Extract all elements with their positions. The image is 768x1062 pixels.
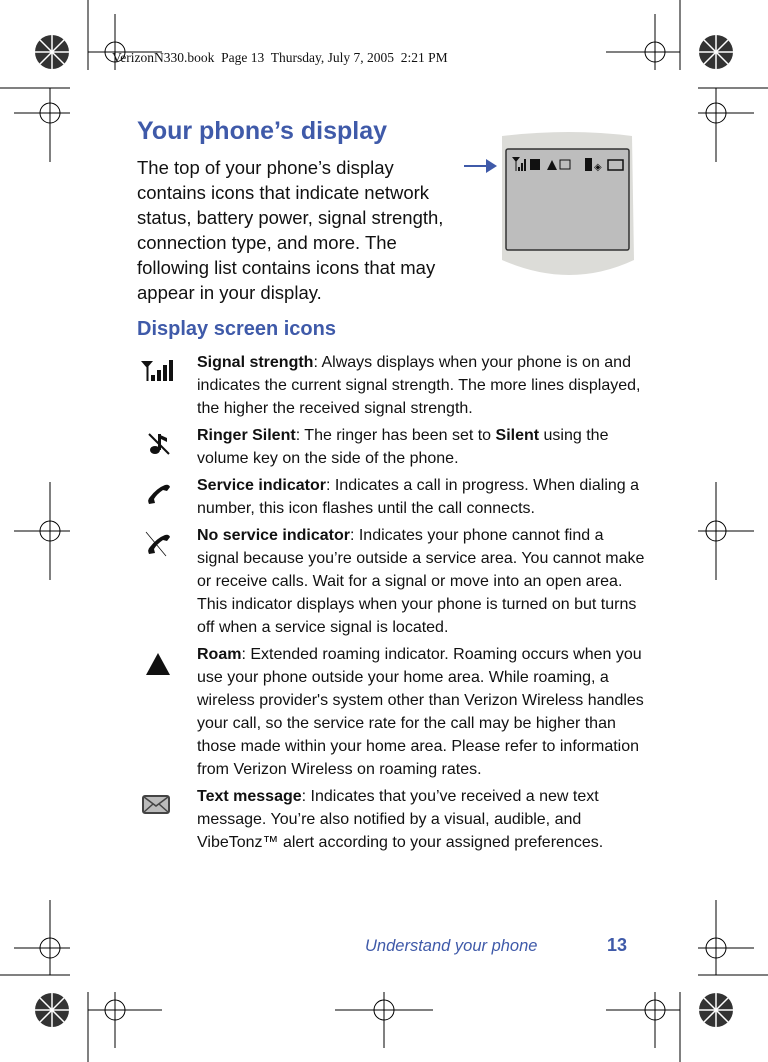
description: : Indicates a call in progress. When dialing a number, this icon flashes until the call connects. <box>197 477 640 517</box>
description: : Indicates that you’ve received a new text message. You’re also notified by a visual, audible, and VibeTonz™ alert according to your assigned preferences. <box>197 788 604 851</box>
signal-strength-icon <box>137 355 181 385</box>
list-item <box>137 524 647 639</box>
description: : Indicates your phone cannot find a signal because you’re outside a service area. You cannot make or receive calls. Wait for a signal or move into an open area. This indicator displays when your phone is turned on but turns off when a service signal is located. <box>197 527 645 636</box>
print-header: VerizonN330.book Page 13 Thursday, July 7, 2005 2:21 PM <box>112 50 448 65</box>
text-message-icon <box>137 789 181 819</box>
term: Text message <box>197 788 302 805</box>
service-indicator-icon <box>137 478 181 508</box>
term: No service indicator <box>197 527 350 544</box>
list-item <box>137 424 647 470</box>
term: Ringer Silent <box>197 427 296 444</box>
page-title: Your phone’s display <box>137 117 388 145</box>
term: Roam <box>197 646 242 663</box>
description: using the volume key on the side of the phone. <box>197 427 609 467</box>
intro-paragraph: The top of your phone’s display contains icons that indicate network status, battery power, signal strength, connection type, and more. The following list contains icons that may appear in your display. <box>137 157 444 303</box>
description: : Extended roaming indicator. Roaming occurs when you use your phone outside your home area. While roaming, a wireless provider's system other than Verizon Wireless handles your call, so the service rate for the call may be higher than those made within your home area. Please refer to information from Verizon Wireless on roaming rates. <box>197 646 644 778</box>
phone-display-illustration <box>460 130 640 285</box>
no-service-icon <box>137 528 181 558</box>
footer-section-title: Understand your phone <box>365 937 538 955</box>
list-item <box>137 785 647 854</box>
arrow-icon <box>486 159 497 173</box>
list-item <box>137 474 647 520</box>
term: Silent <box>495 427 540 444</box>
ringer-silent-icon <box>137 428 181 458</box>
description: : Always displays when your phone is on and indicates the current signal strength. The more lines displayed, the higher the received signal strength. <box>197 354 641 417</box>
list-item <box>137 643 647 781</box>
list-item <box>137 351 647 420</box>
roam-icon <box>137 647 181 677</box>
page-number: 13 <box>607 935 628 955</box>
term: Signal strength <box>197 354 314 371</box>
description: : The ringer has been set to <box>295 427 496 444</box>
term: Service indicator <box>197 477 326 494</box>
svg-text:◈: ◈ <box>594 162 602 173</box>
section-title: Display screen icons <box>137 318 336 340</box>
